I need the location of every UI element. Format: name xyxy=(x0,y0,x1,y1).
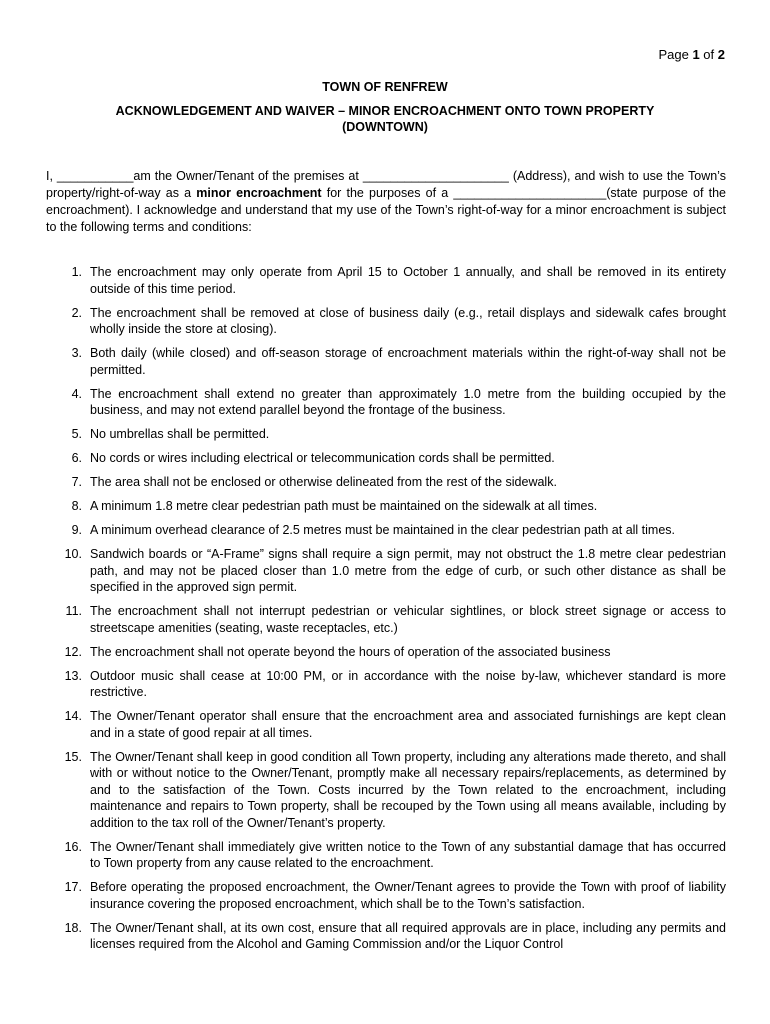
term-item xyxy=(46,644,726,661)
term-item xyxy=(46,345,726,378)
term-item xyxy=(46,546,726,596)
term-text: Sandwich boards or “A-Frame” signs shall require a sign permit, may not obstruct the 1.8 metre clear pedestrian path, and may not be placed closer than 1.0 metre from the edge of curb, or such other distance as shall be specified in the approved sign permit. xyxy=(90,547,726,594)
term-text: The area shall not be enclosed or otherwise delineated from the rest of the sidewalk. xyxy=(90,475,557,489)
term-number: 16. xyxy=(64,839,82,854)
term-text: The encroachment shall extend no greater than approximately 1.0 metre from the building occupied by the business, and may not extend parallel beyond the frontage of the business. xyxy=(90,386,726,417)
document-title: TOWN OF RENFREW xyxy=(322,80,448,94)
term-text: The encroachment may only operate from April 15 to October 1 annually, and shall be removed in its entirety outside of this time period. xyxy=(90,265,726,296)
term-number: 4. xyxy=(71,386,82,401)
intro-bold-term: minor encroachment xyxy=(196,186,322,200)
intro-text-1: I, ___________am the Owner/Tenant of the premises at _____________________ (Address), and wish to use the Town’s property/right-of-way as a xyxy=(46,169,726,200)
term-text: The Owner/Tenant operator shall ensure that the encroachment area and associated furnishings are kept clean and in a state of good repair at all times. xyxy=(90,709,726,740)
term-text: No umbrellas shall be permitted. xyxy=(90,427,270,441)
term-item xyxy=(46,474,726,491)
term-text: Before operating the proposed encroachment, the Owner/Tenant agrees to provide the Town with proof of liability insurance covering the proposed encroachment, which shall be to the Town’s satisfaction. xyxy=(90,880,726,911)
term-number: 17. xyxy=(64,880,82,894)
term-number: 12. xyxy=(64,644,82,659)
term-number: 13. xyxy=(64,668,82,683)
term-number: 15. xyxy=(64,749,82,764)
term-number: 8. xyxy=(71,499,82,513)
term-item xyxy=(46,305,726,338)
intro-text-2: for the purposes of a ______________________(state purpose of the encroachment). I acknowledge and understand that my use of the Town’s right-of-way for a minor encroachment is subject to the following terms and conditions: xyxy=(46,186,726,234)
term-item xyxy=(46,839,726,872)
term-item xyxy=(46,426,726,443)
term-item xyxy=(46,264,726,297)
term-item xyxy=(46,879,726,912)
term-number: 7. xyxy=(71,475,82,489)
term-number: 9. xyxy=(71,523,82,537)
intro-paragraph xyxy=(46,168,726,236)
terms-list xyxy=(46,264,726,960)
term-item xyxy=(46,522,726,539)
page-label: Page xyxy=(658,47,689,62)
term-text: A minimum overhead clearance of 2.5 metres must be maintained in the clear pedestrian path at all times. xyxy=(90,523,676,537)
page-current: 1 xyxy=(692,47,700,62)
term-number: 10. xyxy=(64,547,82,561)
term-text: No cords or wires including electrical or telecommunication cords shall be permitted. xyxy=(90,451,555,465)
term-text: The encroachment shall not interrupt pedestrian or vehicular sightlines, or block street signage or access to streetscape amenities (seating, waste receptacles, etc.) xyxy=(90,604,726,635)
term-item xyxy=(46,920,726,953)
term-item xyxy=(46,450,726,467)
term-item xyxy=(46,498,726,515)
term-number: 1. xyxy=(71,265,82,279)
term-item xyxy=(46,668,726,701)
term-item xyxy=(46,749,726,832)
term-number: 11. xyxy=(65,604,82,618)
term-text: The encroachment shall be removed at close of business daily (e.g., retail displays and sidewalk cafes brought wholly inside the store at closing). xyxy=(90,305,726,336)
term-text: The Owner/Tenant shall keep in good condition all Town property, including any alterations made thereto, and shall with or without notice to the Owner/Tenant, promptly make all necessary repairs/replacements, as determined by and to the satisfaction of the Town. Costs incurred by the Town related to the encroachment, including maintenance and repairs to Town property, shall be recouped by the Town using all means available, including by addition to the tax roll of the Owner/Tenant’s property. xyxy=(90,749,726,830)
term-number: 3. xyxy=(71,346,82,360)
term-text: Both daily (while closed) and off-season storage of encroachment materials within the right-of-way shall not be permitted. xyxy=(90,346,726,377)
term-number: 5. xyxy=(71,427,82,441)
term-text: Outdoor music shall cease at 10:00 PM, or in accordance with the noise by-law, whichever standard is more restrictive. xyxy=(90,668,726,699)
page-of: of xyxy=(703,47,715,62)
term-text: The Owner/Tenant shall, at its own cost, ensure that all required approvals are in place, including any permits and licenses required from the Alcohol and Gaming Commission and/or the Liquor Control xyxy=(90,920,726,951)
term-number: 6. xyxy=(71,451,82,465)
page-total: 2 xyxy=(717,47,725,62)
page-number xyxy=(658,47,725,62)
term-number: 18. xyxy=(64,920,82,935)
term-item xyxy=(46,708,726,741)
term-text: The encroachment shall not operate beyond the hours of operation of the associated business xyxy=(90,644,611,659)
term-number: 14. xyxy=(64,709,82,723)
subtitle-line-2: (DOWNTOWN) xyxy=(342,120,428,134)
subtitle-line-1: ACKNOWLEDGEMENT AND WAIVER – MINOR ENCROACHMENT ONTO TOWN PROPERTY xyxy=(115,104,655,118)
term-text: A minimum 1.8 metre clear pedestrian path must be maintained on the sidewalk at all times. xyxy=(90,499,598,513)
term-item xyxy=(46,603,726,636)
document-subtitle xyxy=(0,103,770,135)
term-number: 2. xyxy=(71,305,82,320)
term-text: The Owner/Tenant shall immediately give written notice to the Town of any substantial damage that has occurred to Town property from any cause related to the encroachment. xyxy=(90,839,726,870)
term-item xyxy=(46,386,726,419)
